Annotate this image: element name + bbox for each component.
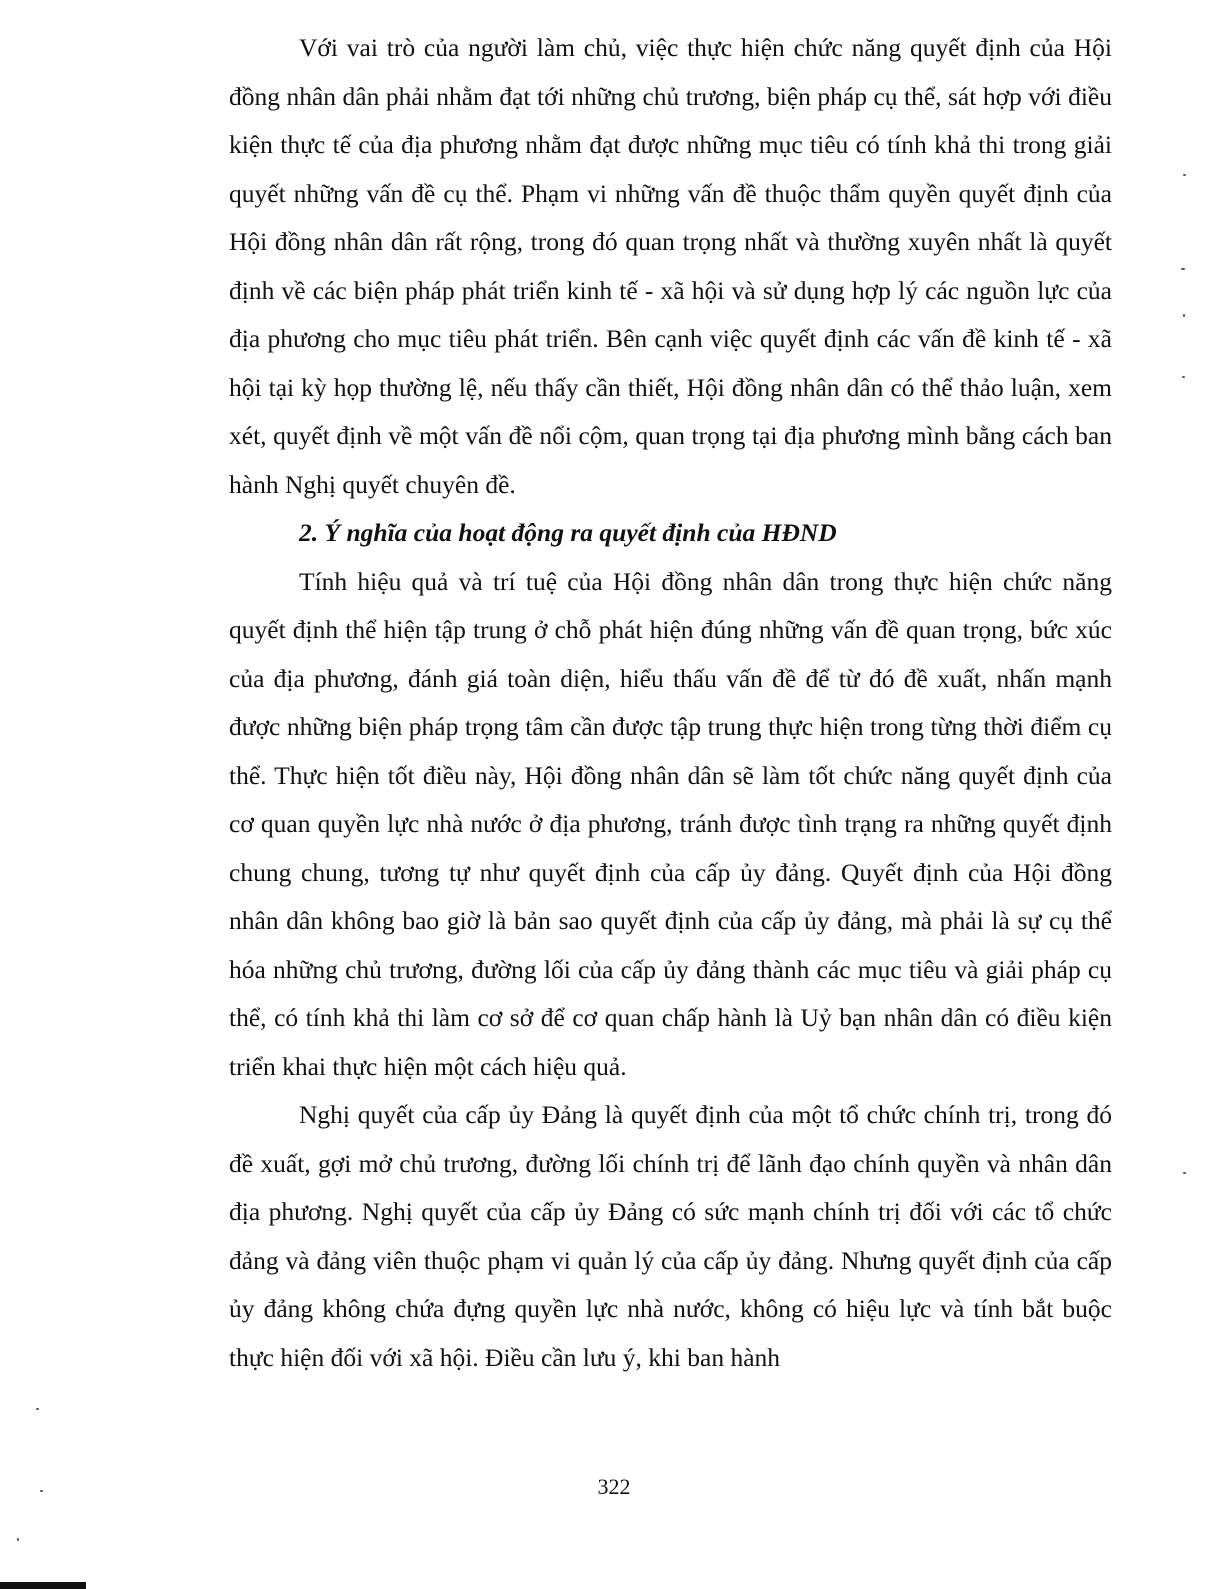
paragraph-2: Tính hiệu quả và trí tuệ của Hội đồng nhân dân trong thực hiện chức năng quyết định thể hiện tập trung ở chỗ phát hiện đúng những vấn đề quan trọng, bức xúc của địa phương, đánh giá toàn diện, hiểu thấu vấn đề để từ đó đề xuất, nhấn mạnh được những biện pháp trọng tâm cần được tập trung thực hiện trong từng thời điểm cụ thể. Thực hiện tốt điều này, Hội đồng nhân dân sẽ làm tốt chức năng quyết định của cơ quan quyền lực nhà nước ở địa phương, tránh được tình trạng ra những quyết định chung chung, tương tự như quyết định của cấp ủy đảng. Quyết định của Hội đồng nhân dân không bao giờ là bản sao quyết định của cấp ủy đảng, mà phải là sự cụ thể hóa những chủ trương, đường lối của cấp ủy đảng thành các mục tiêu và giải pháp cụ thể, có tính khả thi làm cơ sở để cơ quan chấp hành là Uỷ bạn nhân dân có điều kiện triển khai thực hiện một cách hiệu quả. xyxy=(229,566,1112,1081)
scan-speck xyxy=(17,1538,19,1541)
page-number: 322 xyxy=(597,1474,631,1499)
scan-speck xyxy=(40,1490,43,1492)
paragraph-3: Nghị quyết của cấp ủy Đảng là quyết định của một tổ chức chính trị, trong đó đề xuất, gợi mở chủ trương, đường lối chính trị để lãnh đạo chính quyền và nhân dân địa phương. Nghị quyết của cấp ủy Đảng có sức mạnh chính trị đối với các tổ chức đảng và đảng viên thuộc phạm vi quản lý của cấp ủy đảng. Nhưng quyết định của cấp ủy đảng không chứa đựng quyền lực nhà nước, không có hiệu lực và tính bắt buộc thực hiện đối với xã hội. Điều cần lưu ý, khi ban hành xyxy=(229,1100,1112,1372)
scan-speck xyxy=(1182,376,1185,378)
document-body xyxy=(229,24,1112,1382)
paragraph-1: Với vai trò của người làm chủ, việc thực hiện chức năng quyết định của Hội đồng nhân dân phải nhằm đạt tới những chủ trương, biện pháp cụ thể, sát hợp với điều kiện thực tế của địa phương nhằm đạt được những mục tiêu có tính khả thi trong giải quyết những vấn đề cụ thể. Phạm vi những vấn đề thuộc thẩm quyền quyết định của Hội đồng nhân dân rất rộng, trong đó quan trọng nhất và thường xuyên nhất là quyết định về các biện pháp phát triển kinh tế - xã hội và sử dụng hợp lý các nguồn lực của địa phương cho mục tiêu phát triển. Bên cạnh việc quyết định các vấn đề kinh tế - xã hội tại kỳ họp thường lệ, nếu thấy cần thiết, Hội đồng nhân dân có thể thảo luận, xem xét, quyết định về một vấn đề nổi cộm, quan trọng tại địa phương mình bằng cách ban hành Nghị quyết chuyên đề. xyxy=(229,33,1112,499)
scan-speck xyxy=(1181,268,1185,270)
scan-speck xyxy=(1183,314,1185,317)
scan-speck xyxy=(1183,174,1186,176)
scan-speck xyxy=(1183,1172,1186,1174)
scan-speck xyxy=(36,1408,39,1410)
section-heading: 2. Ý nghĩa của hoạt động ra quyết định của HĐND xyxy=(299,518,837,547)
scan-edge-bar xyxy=(0,1582,86,1589)
